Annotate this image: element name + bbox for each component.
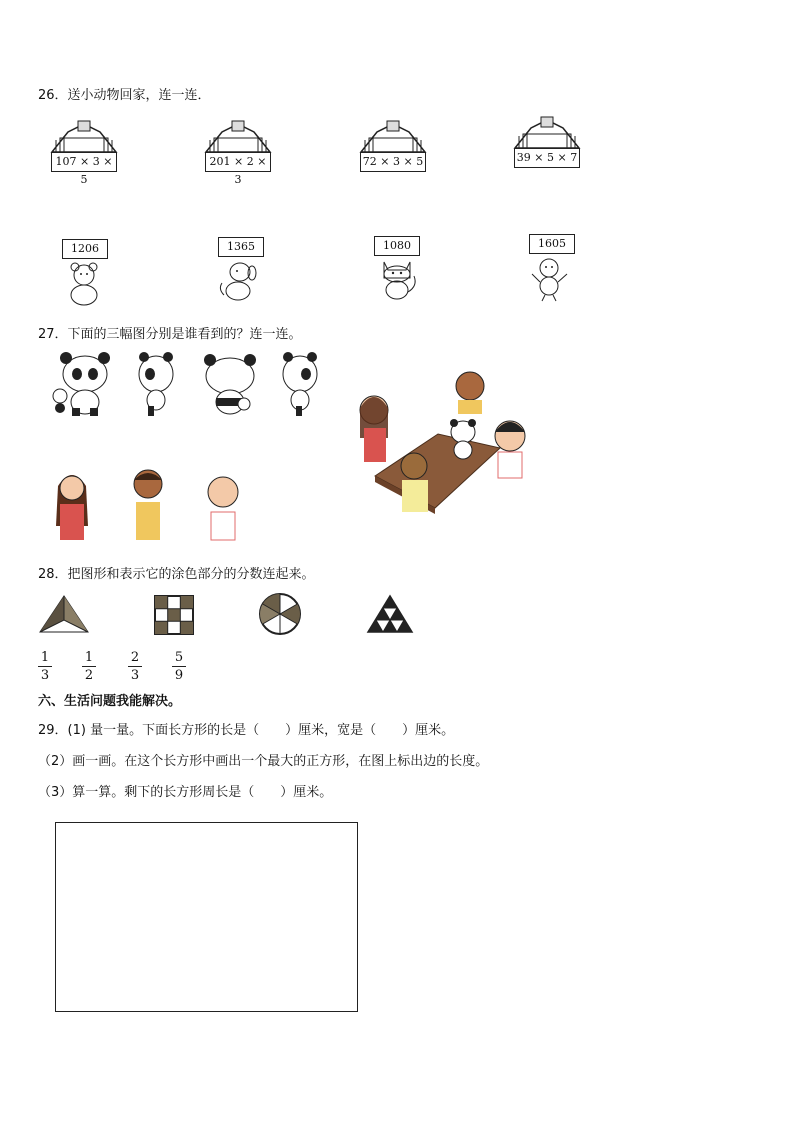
fraction-4 xyxy=(172,650,186,683)
fraction-numerator: 5 xyxy=(174,650,184,665)
kids-table-scene xyxy=(350,368,540,518)
girl-short-hair-image xyxy=(208,477,238,540)
shapes-row xyxy=(38,592,438,638)
q28-title: 28．把图形和表示它的涂色部分的分数连起来。 xyxy=(38,567,315,582)
panda-side-view-image xyxy=(139,352,173,416)
dog-icon xyxy=(214,259,264,303)
fraction-numerator: 2 xyxy=(130,650,140,665)
animal-dog xyxy=(214,237,264,307)
house-expression: 39 × 5 × 7 xyxy=(514,148,580,168)
fraction-1 xyxy=(38,650,52,683)
cat-icon xyxy=(374,258,420,300)
house-4 xyxy=(511,114,583,172)
fraction-denominator: 2 xyxy=(84,668,94,683)
q27-title: 27．下面的三幅图分别是谁看到的？连一连。 xyxy=(38,327,302,342)
fraction-3 xyxy=(128,650,142,683)
three-kids xyxy=(48,466,258,544)
animal-cat xyxy=(372,236,422,302)
panda-other-side-view-image xyxy=(283,352,317,416)
fraction-numerator: 1 xyxy=(40,650,50,665)
house-expression: 201 × 2 × 3 xyxy=(205,152,271,172)
boy-image xyxy=(134,470,162,540)
house-icon xyxy=(357,118,429,154)
animal-number: 1206 xyxy=(62,239,108,259)
girl-long-hair-image xyxy=(56,475,88,540)
panda-back-view-image xyxy=(204,354,256,414)
q29-part1: 29．(1) 量一量。下面长方形的长是（ ）厘米，宽是（ ）厘米。 xyxy=(38,723,455,738)
fraction-2 xyxy=(82,650,96,683)
fraction-numerator: 1 xyxy=(84,650,94,665)
house-icon xyxy=(48,118,120,154)
house-2 xyxy=(202,118,274,186)
circle-sectors-shape xyxy=(260,594,300,634)
checker-grid-shape xyxy=(155,596,193,634)
triangle-grid-shape xyxy=(368,596,412,632)
q26-title: 26．送小动物回家，连一连． xyxy=(38,88,211,103)
fraction-denominator: 9 xyxy=(174,668,184,683)
triangle-thirds-shape xyxy=(40,596,88,632)
animal-number: 1080 xyxy=(374,236,420,256)
house-3 xyxy=(357,118,429,176)
house-expression: 72 × 3 × 5 xyxy=(360,152,426,172)
panda-views xyxy=(48,352,328,422)
animal-bear xyxy=(60,239,110,309)
pig-icon xyxy=(529,256,573,302)
fraction-denominator: 3 xyxy=(40,668,50,683)
section-6-heading: 六、生活问题我能解决。 xyxy=(38,694,182,709)
animal-number: 1365 xyxy=(218,237,264,257)
rectangle-figure xyxy=(55,822,358,1012)
house-1 xyxy=(48,118,120,186)
bear-icon xyxy=(64,261,108,307)
q29-part2: （2）画一画。在这个长方形中画出一个最大的正方形，在图上标出边的长度。 xyxy=(38,754,489,769)
animal-number: 1605 xyxy=(529,234,575,254)
panda-front-view-image xyxy=(53,352,110,416)
house-expression: 107 × 3 × 5 xyxy=(51,152,117,172)
animal-pig xyxy=(527,234,577,304)
fraction-denominator: 3 xyxy=(130,668,140,683)
house-icon xyxy=(202,118,274,154)
q29-part3: （3）算一算。剩下的长方形周长是（ ）厘米。 xyxy=(38,785,333,800)
house-icon xyxy=(511,114,583,150)
